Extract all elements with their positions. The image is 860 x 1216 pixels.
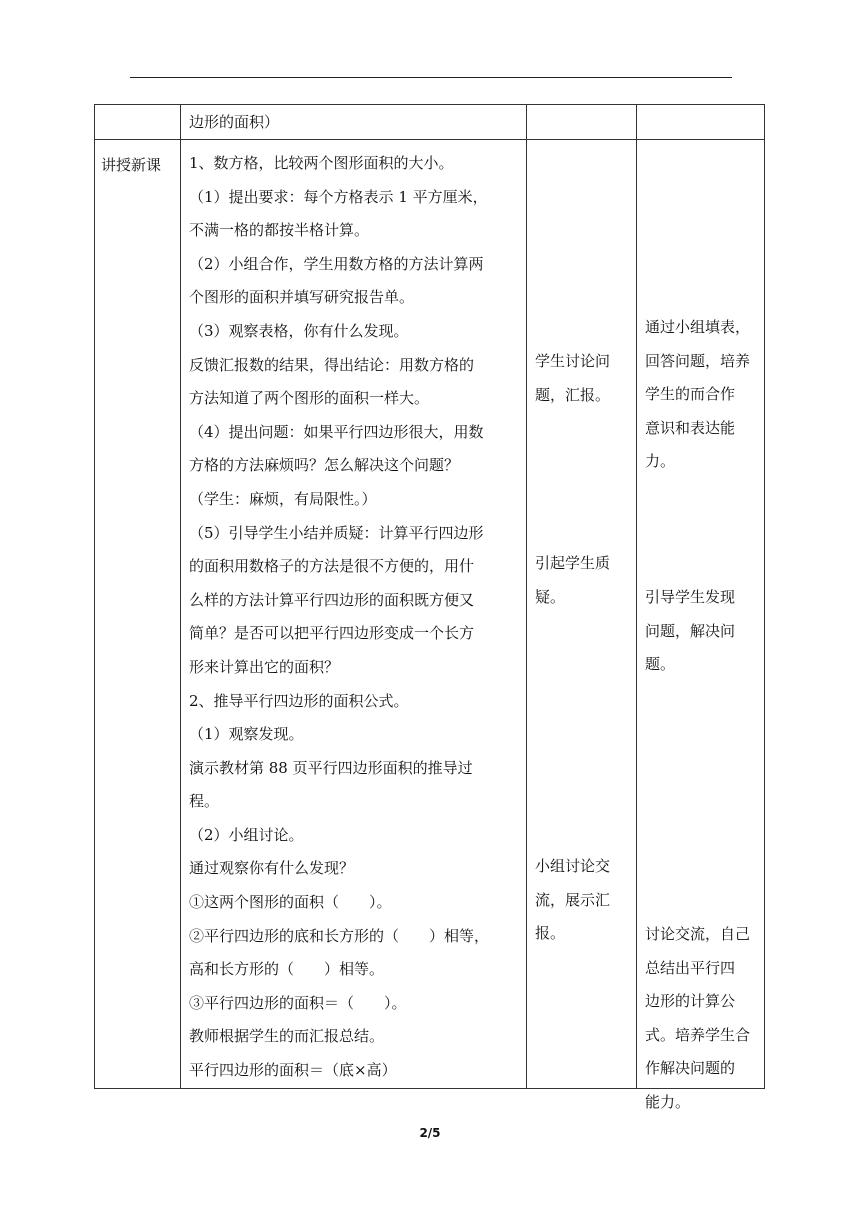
content-line: 演示教材第 88 页平行四边形面积的推导过 bbox=[189, 758, 473, 777]
lesson-plan-table bbox=[94, 104, 765, 1111]
content-line: 简单？是否可以把平行四边形变成一个长方 bbox=[189, 624, 475, 643]
intent-cell bbox=[637, 140, 765, 1111]
design-intent-line: 引导学生发现 bbox=[645, 588, 736, 606]
content-line: ②平行四边形的底和长方形的（ ）相等， bbox=[189, 926, 490, 945]
design-intent-line: 能力。 bbox=[645, 1092, 691, 1111]
design-intent-line: 题。 bbox=[645, 655, 676, 674]
student-activity-line: 学生讨论问 bbox=[535, 352, 611, 370]
student-cell bbox=[527, 140, 637, 1089]
content-line: 么样的方法计算平行四边形的面积既方便又 bbox=[189, 590, 475, 609]
content-line: 不满一格的都按半格计算。 bbox=[189, 221, 370, 240]
design-intent-line: 学生的而合作 bbox=[645, 385, 736, 404]
content-line: （学生：麻烦，有局限性。） bbox=[189, 489, 377, 508]
design-intent-line: 回答问题，培养 bbox=[645, 351, 751, 370]
design-intent-line: 总结出平行四 bbox=[645, 958, 736, 977]
content-line: 边形的面积） bbox=[189, 113, 280, 131]
design-intent-line: 力。 bbox=[645, 452, 676, 471]
design-intent-line: 讨论交流，自己 bbox=[645, 925, 751, 943]
student-activity-line: 流，展示汇 bbox=[535, 890, 611, 909]
design-intent-line: 作解决问题的 bbox=[645, 1059, 736, 1078]
design-intent-line: 边形的计算公 bbox=[645, 992, 736, 1011]
content-line: 2、推导平行四边形的面积公式。 bbox=[189, 691, 409, 710]
design-intent-line: 意识和表达能 bbox=[645, 418, 736, 437]
design-intent-line: 式。培养学生合 bbox=[645, 1025, 751, 1044]
stage-cell bbox=[95, 140, 181, 1089]
content-line: 通过观察你有什么发现？ bbox=[189, 859, 355, 878]
student-cell bbox=[527, 105, 637, 140]
stage-label: 讲授新课 bbox=[101, 156, 162, 174]
content-line: （5）引导学生小结并质疑：计算平行四边形 bbox=[189, 523, 484, 542]
content-line: 教师根据学生的而汇报总结。 bbox=[189, 1027, 385, 1046]
header-rule bbox=[130, 77, 732, 78]
intent-cell bbox=[637, 105, 765, 140]
student-activity-line: 题，汇报。 bbox=[535, 385, 611, 404]
content-line: （4）提出问题：如果平行四边形很大，用数 bbox=[189, 422, 484, 441]
content-line: （3）观察表格，你有什么发现。 bbox=[189, 321, 409, 340]
content-line: 方法知道了两个图形的面积一样大。 bbox=[189, 389, 430, 408]
content-line: （1）提出要求：每个方格表示 1 平方厘米， bbox=[189, 187, 488, 206]
content-line: ③平行四边形的面积＝（ ）。 bbox=[189, 993, 407, 1012]
content-line: 平行四边形的面积＝（底×高） bbox=[189, 1061, 397, 1080]
content-line: ①这两个图形的面积（ ）。 bbox=[189, 893, 392, 912]
student-activity-line: 报。 bbox=[535, 924, 566, 943]
content-line: （1）观察发现。 bbox=[189, 725, 304, 744]
content-line: （2）小组合作，学生用数方格的方法计算两 bbox=[189, 254, 484, 273]
content-cell bbox=[181, 140, 527, 1089]
student-activity-line: 引起学生质 bbox=[535, 554, 611, 572]
student-activity-line: 疑。 bbox=[535, 587, 566, 606]
content-line: 个图形的面积并填写研究报告单。 bbox=[189, 288, 415, 307]
table-row bbox=[95, 105, 765, 140]
content-cell bbox=[181, 105, 527, 140]
stage-cell bbox=[95, 105, 181, 140]
content-line: （2）小组讨论。 bbox=[189, 825, 304, 844]
content-line: 高和长方形的（ ）相等。 bbox=[189, 960, 385, 979]
content-line: 1、数方格，比较两个图形面积的大小。 bbox=[189, 154, 454, 172]
content-line: 的面积用数格子的方法是很不方便的，用什 bbox=[189, 557, 475, 576]
page-number: 2/5 bbox=[419, 1126, 441, 1140]
design-intent-line: 问题，解决问 bbox=[645, 621, 736, 640]
student-activity-line: 小组讨论交 bbox=[535, 857, 611, 875]
content-line: 程。 bbox=[189, 792, 220, 811]
table-row bbox=[95, 140, 765, 1089]
content-line: 形来计算出它的面积？ bbox=[189, 657, 340, 676]
content-line: 反馈汇报数的结果，得出结论：用数方格的 bbox=[189, 355, 475, 374]
content-line: 方格的方法麻烦吗？怎么解决这个问题？ bbox=[189, 456, 460, 475]
design-intent-line: 通过小组填表， bbox=[645, 318, 751, 336]
